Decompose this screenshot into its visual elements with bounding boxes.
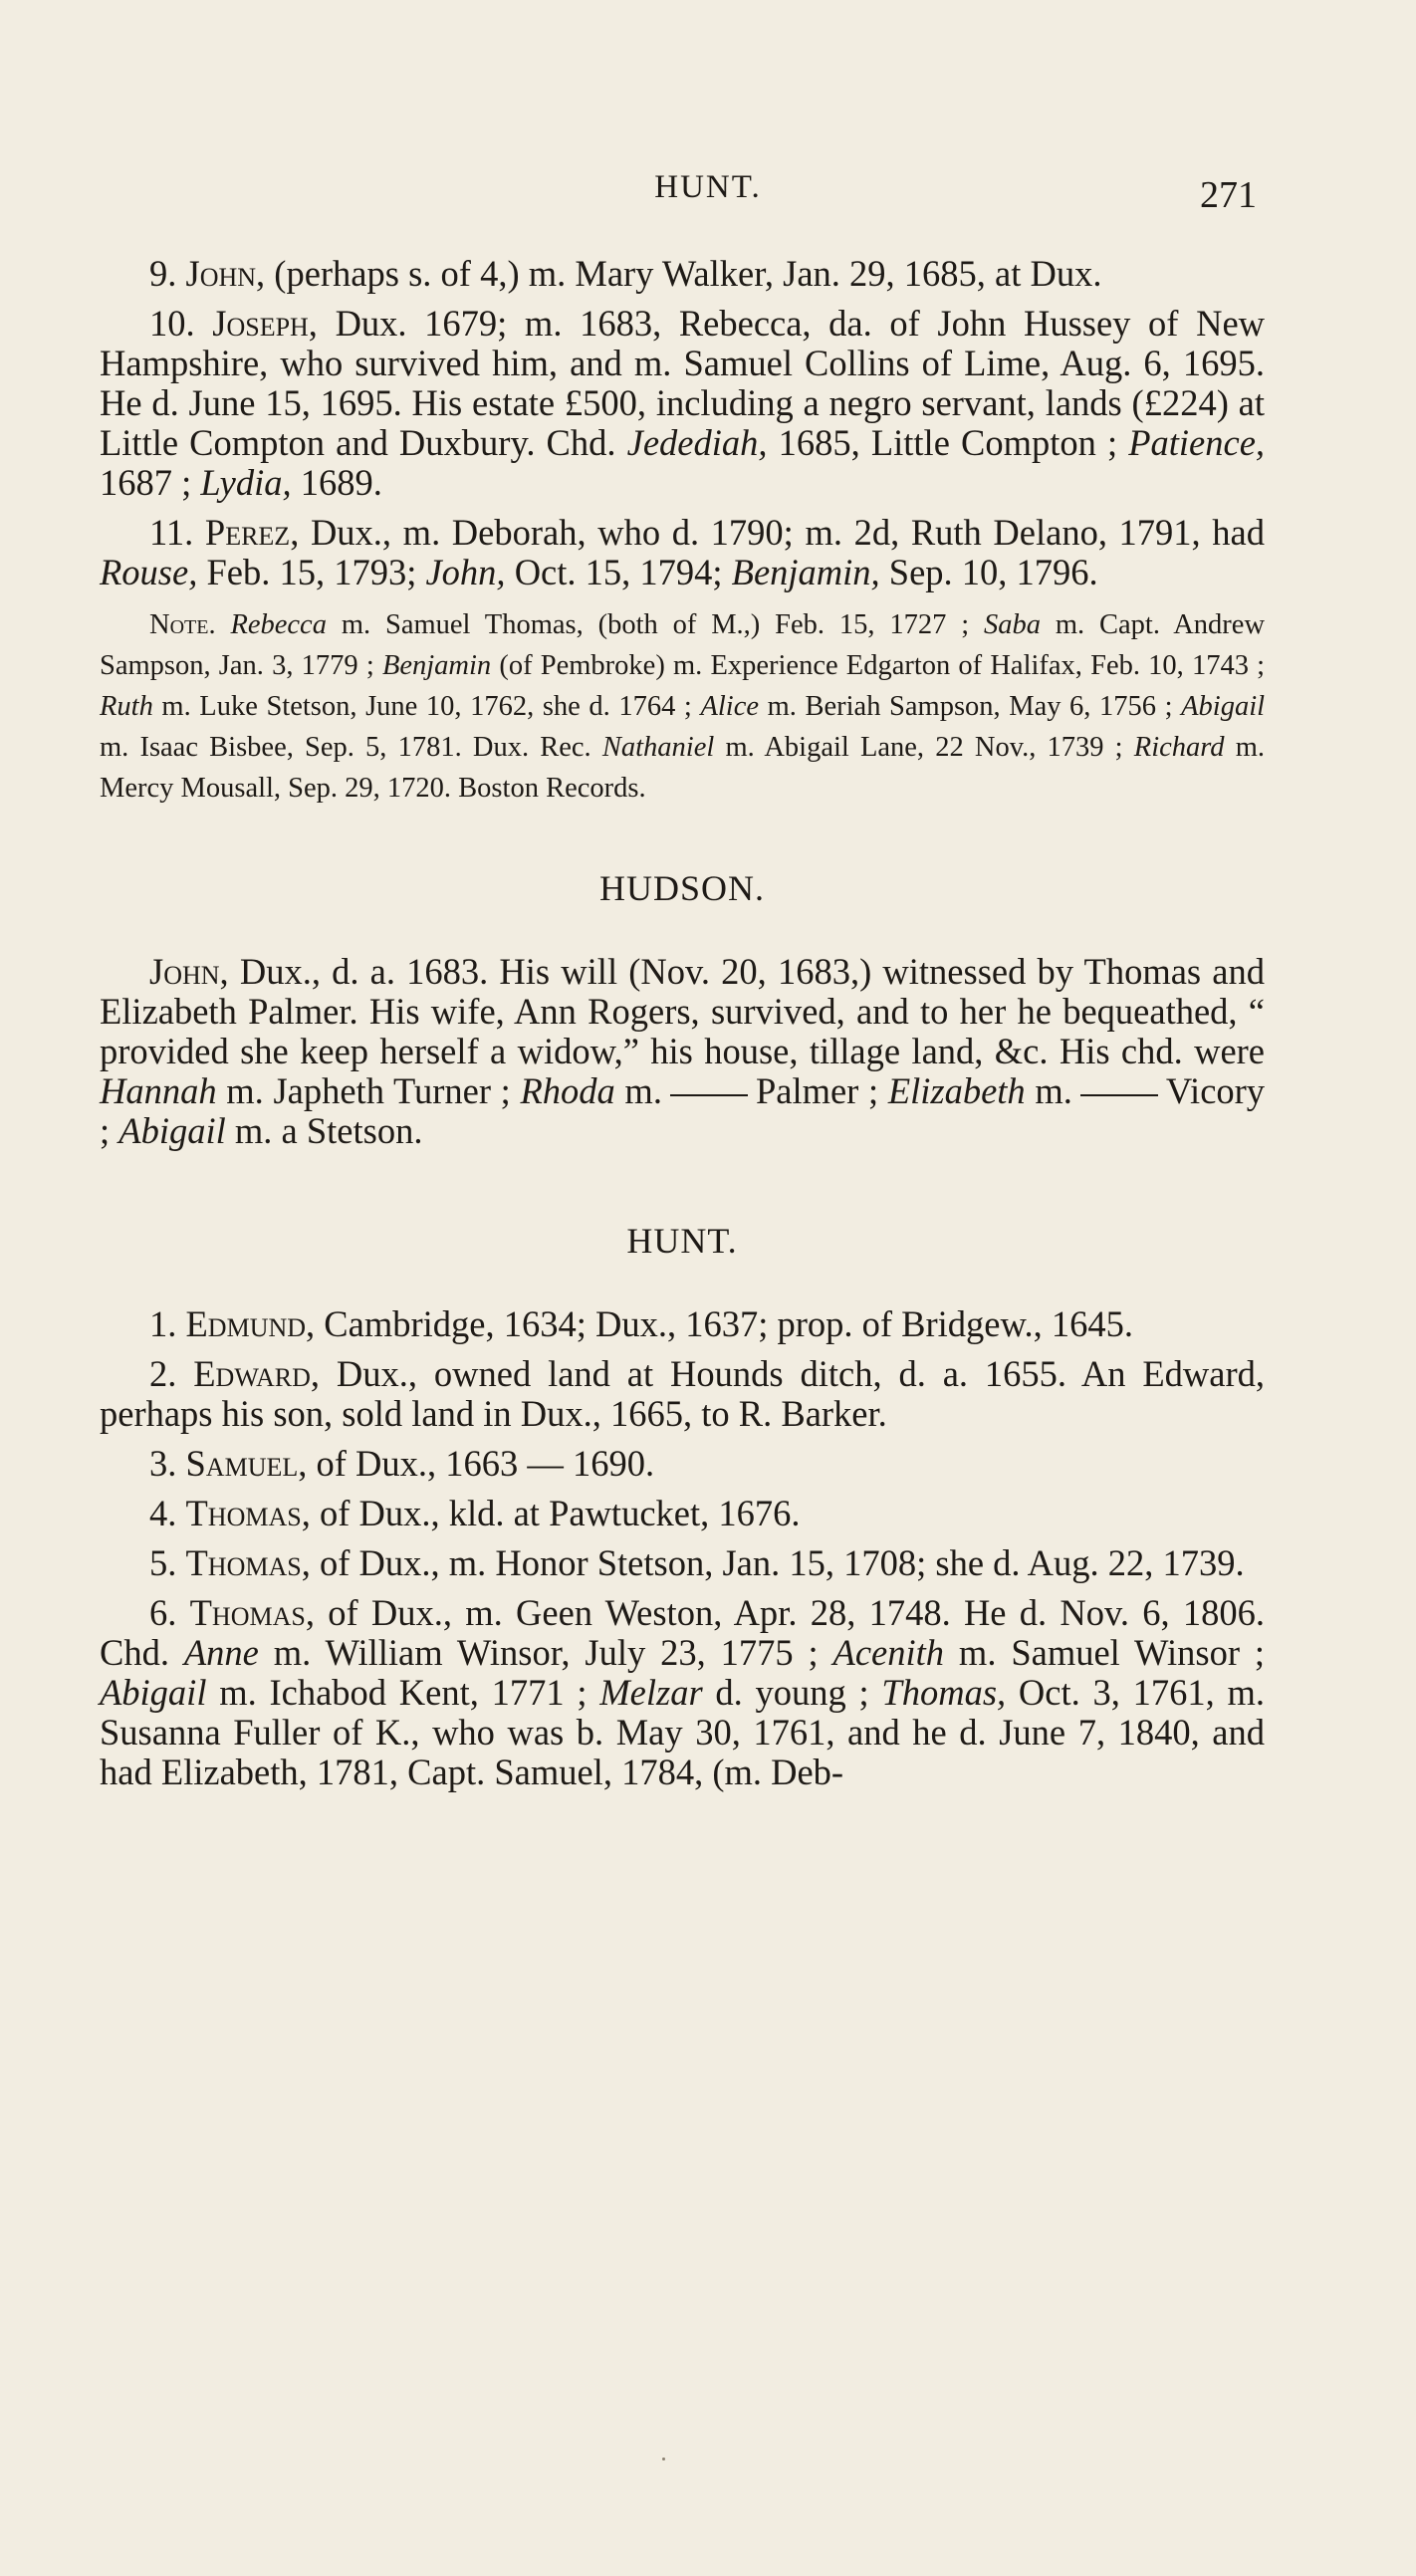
entry-name: Thomas, <box>185 1542 311 1583</box>
child-name: Rhoda <box>520 1070 615 1111</box>
entry-number: 3. <box>149 1443 177 1484</box>
entry-text: m. Ichabod Kent, 1771 ; <box>219 1672 588 1713</box>
child-name: Abigail <box>118 1110 226 1151</box>
entry-number: 5. <box>149 1542 177 1583</box>
entry-text: 1687 ; <box>100 462 192 503</box>
note-text: (of Pembroke) m. Experience Edgarton of Halifax, Feb. 10, 1743 ; <box>499 650 1266 681</box>
entry-name: Thomas, <box>185 1493 311 1533</box>
entry-number: 6. <box>149 1592 177 1633</box>
entry-text: of Dux., m. Honor Stetson, Jan. 15, 1708; she d. Aug. 22, 1739. <box>319 1542 1245 1583</box>
child-name: Benjamin <box>381 650 492 681</box>
note-text: m. Abigail Lane, 22 Nov., 1739 ; <box>725 732 1123 763</box>
entry-1 <box>100 1304 1265 1344</box>
entry-text: d. young ; <box>715 1672 869 1713</box>
entry-text: m. William Winsor, July 23, 1775 ; <box>273 1632 819 1673</box>
entry-name: Edward, <box>193 1353 321 1394</box>
note-text: m. Capt. Andrew Sampson, Jan. 3, 1779 ; <box>100 609 1266 681</box>
entry-number: 11. <box>149 512 194 553</box>
child-name: Rouse, <box>100 552 198 592</box>
entry-number: 9. <box>149 253 177 294</box>
entry-text: Dux., owned land at Hounds ditch, d. a. 1655. An Edward, perhaps his son, sold land in Dux., 1665, to R. Barker. <box>100 1353 1266 1434</box>
entry-name: Thomas, <box>189 1592 315 1633</box>
child-name: Elizabeth <box>887 1070 1026 1111</box>
note-text: m. Isaac Bisbee, Sep. 5, 1781. Dux. Rec. <box>100 732 591 763</box>
entry-number: 10. <box>149 303 195 344</box>
entry-text: m. Samuel Winsor ; <box>958 1632 1266 1673</box>
child-name: Jedediah, <box>626 422 768 463</box>
running-head <box>0 169 1416 217</box>
entry-name: Joseph, <box>212 303 318 344</box>
child-name: Rebecca <box>230 609 327 640</box>
child-name: Alice <box>700 691 759 722</box>
entry-text: Cambridge, 1634; Dux., 1637; prop. of Bridgew., 1645. <box>324 1303 1133 1344</box>
entry-text: Feb. 15, 1793; <box>206 552 417 592</box>
entry-11 <box>100 513 1265 592</box>
entry-text: 1689. <box>300 462 382 503</box>
entry-name: Perez, <box>204 512 300 553</box>
entry-name: Edmund, <box>185 1303 316 1344</box>
note-paragraph <box>100 604 1265 809</box>
entry-4 <box>100 1494 1265 1533</box>
entry-text: Palmer ; <box>755 1070 879 1111</box>
entry-name: Samuel, <box>185 1443 308 1484</box>
child-name: Saba <box>983 609 1041 640</box>
entry-text: Dux. 1679; m. 1683, Rebecca, da. of John Hussey of New Hampshire, who survived him, and m. Samuel Collins of Lime, Aug. 6, 1695. He d. June 15, 1695. His estate £500, including a negro servant, lands (£224) at Little Compton and Duxbury. Chd. <box>100 303 1266 463</box>
child-name: Melzar <box>599 1672 703 1713</box>
page-number: 271 <box>1200 174 1257 216</box>
entry-text: Oct. 15, 1794; <box>514 552 723 592</box>
child-name: Abigail <box>1181 691 1266 722</box>
note-label: Note. <box>149 609 216 640</box>
entry-number: 1. <box>149 1303 177 1344</box>
entry-number: 2. <box>149 1353 177 1394</box>
entry-text: Vicory ; <box>100 1070 1266 1151</box>
blank-dash <box>1080 1094 1158 1096</box>
entry-9 <box>100 254 1265 294</box>
entry-name: John, <box>149 951 229 992</box>
child-name: Patience, <box>1128 422 1266 463</box>
child-name: Nathaniel <box>601 732 715 763</box>
entry-name: John, <box>185 253 266 294</box>
child-name: Abigail <box>100 1672 207 1713</box>
running-title: HUNT. <box>654 169 762 205</box>
note-text: m. Mercy Mousall, Sep. 29, 1720. Boston Records. <box>100 732 1266 804</box>
entry-6 <box>100 1593 1265 1792</box>
entry-10 <box>100 304 1265 503</box>
section-heading-hunt: HUNT. <box>626 1221 738 1261</box>
entry-text: m. <box>624 1070 662 1111</box>
child-name: Benjamin, <box>731 552 880 592</box>
child-name: Thomas, <box>881 1672 1007 1713</box>
entry-text: Oct. 3, 1761, m. Susanna Fuller of K., who was b. May 30, 1761, and he d. June 7, 1840, and had Elizabeth, 1781, Capt. Samuel, 1784, (m. Deb- <box>100 1672 1266 1792</box>
child-name: Acenith <box>832 1632 945 1673</box>
child-name: Lydia, <box>200 462 292 503</box>
child-name: Hannah <box>100 1070 217 1111</box>
entry-text: m. a Stetson. <box>234 1110 423 1151</box>
note-text: m. Beriah Sampson, May 6, 1756 ; <box>767 691 1173 722</box>
child-name: Ruth <box>100 691 153 722</box>
entry-text: Sep. 10, 1796. <box>888 552 1098 592</box>
entry-3 <box>100 1444 1265 1484</box>
entry-text: of Dux., 1663 — 1690. <box>316 1443 655 1484</box>
page-body <box>100 254 1265 1802</box>
section-heading-hudson: HUDSON. <box>598 868 765 908</box>
entry-text: m. <box>1035 1070 1072 1111</box>
entry-number: 4. <box>149 1493 177 1533</box>
print-speck <box>662 2458 665 2460</box>
note-text: m. Samuel Thomas, (both of M.,) Feb. 15, 1727 ; <box>341 609 970 640</box>
child-name: John, <box>425 552 506 592</box>
note-text: m. Luke Stetson, June 10, 1762, she d. 1764 ; <box>161 691 692 722</box>
entry-2 <box>100 1354 1265 1434</box>
child-name: Anne <box>183 1632 259 1673</box>
entry-text: (perhaps s. of 4,) m. Mary Walker, Jan. 29, 1685, at Dux. <box>274 253 1102 294</box>
entry-text: of Dux., kld. at Pawtucket, 1676. <box>319 1493 801 1533</box>
hudson-entry <box>100 952 1265 1151</box>
entry-text: 1685, Little Compton ; <box>778 422 1118 463</box>
entry-text: Dux., d. a. 1683. His will (Nov. 20, 1683,) witnessed by Thomas and Elizabeth Palmer. His wife, Ann Rogers, survived, and to her he bequeathed, “ provided she keep herself a widow,” his house, tillage land, &c. His chd. were <box>100 951 1265 1071</box>
child-name: Richard <box>1133 732 1225 763</box>
entry-text: Dux., m. Deborah, who d. 1790; m. 2d, Ruth Delano, 1791, had <box>310 512 1266 553</box>
entry-5 <box>100 1543 1265 1583</box>
entry-text: m. Japheth Turner ; <box>226 1070 511 1111</box>
entry-text: of Dux., m. Geen Weston, Apr. 28, 1748. He d. Nov. 6, 1806. Chd. <box>100 1592 1266 1673</box>
blank-dash <box>670 1094 748 1096</box>
